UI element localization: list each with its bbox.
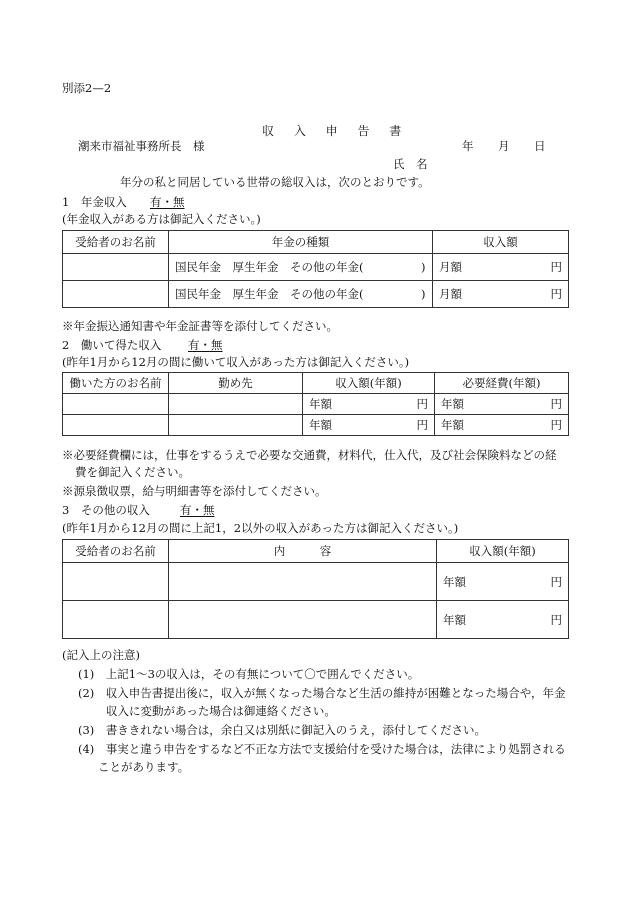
recipient-name-cell[interactable] bbox=[63, 601, 169, 639]
col-header: 収入額(年額) bbox=[437, 540, 569, 563]
expense-cell[interactable] bbox=[435, 394, 569, 415]
col-header: 収入額(年額) bbox=[303, 373, 435, 394]
sec1-sub: (年金収入がある方は御記入ください。) bbox=[62, 212, 261, 226]
amount-label: 月額 bbox=[439, 260, 462, 274]
table-row bbox=[63, 601, 569, 639]
recipient-name-cell[interactable] bbox=[63, 281, 169, 308]
content-cell[interactable] bbox=[169, 601, 437, 639]
table-header-row bbox=[63, 231, 569, 254]
col-header: 収入額 bbox=[433, 231, 569, 254]
col-header: 年金の種類 bbox=[169, 231, 433, 254]
form-title: 収 入 申 告 書 bbox=[262, 124, 410, 138]
yen-label: 円 bbox=[550, 612, 562, 627]
content-cell[interactable] bbox=[169, 563, 437, 601]
date-day-label: 日 bbox=[534, 139, 546, 153]
col-header: 必要経費(年額) bbox=[435, 373, 569, 394]
sec3-sub: (昨年1月から12月の間に上記1，2以外の収入があった方は御記入ください。) bbox=[62, 521, 459, 535]
pension-type-cell[interactable]: 国民年金 厚生年金 その他の年金( ) bbox=[169, 281, 433, 308]
addressee: 潮来市福祉事務所長 様 bbox=[78, 139, 205, 153]
note-2: (2) 収入申告書提出後に，収入が無くなった場合など生活の維持が困難となった場合や，年金 bbox=[78, 686, 566, 700]
yen-label: 円 bbox=[550, 418, 562, 432]
amount-label: 年額 bbox=[309, 418, 332, 432]
note-1: (1) 上記1～3の収入は，その有無について〇で囲んでください。 bbox=[78, 667, 420, 681]
col-header: 受給者のお名前 bbox=[63, 231, 169, 254]
sec1-choice[interactable]: 有・無 bbox=[150, 195, 185, 209]
col-header: 勤め先 bbox=[169, 373, 303, 394]
date-year-label: 年 bbox=[462, 139, 474, 153]
pension-type-cell[interactable]: 国民年金 厚生年金 その他の年金( ) bbox=[169, 254, 433, 281]
income-cell[interactable] bbox=[303, 415, 435, 436]
name-label: 氏 名 bbox=[393, 157, 428, 171]
worker-name-cell[interactable] bbox=[63, 394, 169, 415]
table-row bbox=[63, 563, 569, 601]
notes-heading: (記入上の注意) bbox=[62, 648, 140, 662]
income-cell[interactable] bbox=[303, 394, 435, 415]
intro-text: 年分の私と同居している世帯の総収入は，次のとおりです。 bbox=[120, 175, 430, 189]
table-row bbox=[63, 254, 569, 281]
table-header-row bbox=[63, 373, 569, 394]
sec2-choice[interactable]: 有・無 bbox=[188, 338, 223, 352]
yen-label: 円 bbox=[550, 287, 562, 301]
pension-table bbox=[62, 230, 569, 308]
attachment-label: 別添2—2 bbox=[62, 81, 112, 95]
col-header: 働いた方のお名前 bbox=[63, 373, 169, 394]
col-header: 内 容 bbox=[169, 540, 437, 563]
yen-label: 円 bbox=[550, 260, 562, 274]
amount-label: 年額 bbox=[443, 574, 466, 589]
sec2-note-expenses: ※必要経費欄には，仕事をするうえで必要な交通費，材料代，仕入代，及び社会保険料などの経 bbox=[62, 448, 557, 462]
sec2-heading: 2 働いて得た収入 bbox=[62, 338, 162, 352]
sec2-sub: (昨年1月から12月の間に働いて収入があった方は御記入ください。) bbox=[62, 355, 410, 369]
yen-label: 円 bbox=[416, 418, 428, 432]
sec3-choice[interactable]: 有・無 bbox=[180, 503, 215, 517]
amount-label: 月額 bbox=[439, 287, 462, 301]
income-cell[interactable] bbox=[437, 601, 569, 639]
amount-label: 年額 bbox=[441, 418, 464, 432]
yen-label: 円 bbox=[550, 574, 562, 589]
amount-label: 年額 bbox=[309, 397, 332, 411]
note-3: (3) 書ききれない場合は，余白又は別紙に御記入のうえ，添付してください。 bbox=[78, 723, 486, 737]
recipient-name-cell[interactable] bbox=[63, 563, 169, 601]
sec1-heading: 1 年金収入 bbox=[62, 195, 127, 209]
table-row bbox=[63, 394, 569, 415]
note-4-cont: ことがあります。 bbox=[98, 760, 190, 774]
other-income-table bbox=[62, 539, 569, 639]
amount-cell[interactable] bbox=[433, 254, 569, 281]
sec3-heading: 3 その他の収入 bbox=[62, 503, 150, 517]
yen-label: 円 bbox=[550, 397, 562, 411]
col-header: 受給者のお名前 bbox=[63, 540, 169, 563]
amount-cell[interactable] bbox=[433, 281, 569, 308]
amount-label: 年額 bbox=[443, 612, 466, 627]
yen-label: 円 bbox=[416, 397, 428, 411]
worker-name-cell[interactable] bbox=[63, 415, 169, 436]
work-income-table bbox=[62, 372, 569, 436]
expense-cell[interactable] bbox=[435, 415, 569, 436]
note-4: (4) 事実と違う申告をするなど不正な方法で支援給付を受けた場合は，法律により処罰される bbox=[78, 742, 566, 756]
table-row bbox=[63, 281, 569, 308]
note-2-cont: 収入に変動があった場合は御連絡ください。 bbox=[106, 704, 336, 718]
sec2-note-attach: ※源泉徴収票，給与明細書等を添付してください。 bbox=[62, 484, 327, 498]
amount-label: 年額 bbox=[441, 397, 464, 411]
employer-cell[interactable] bbox=[169, 394, 303, 415]
income-cell[interactable] bbox=[437, 563, 569, 601]
recipient-name-cell[interactable] bbox=[63, 254, 169, 281]
table-row bbox=[63, 415, 569, 436]
sec1-note: ※年金振込通知書や年金証書等を添付してください。 bbox=[62, 319, 338, 333]
table-header-row bbox=[63, 540, 569, 563]
sec2-note-expenses-cont: 費を御記入ください。 bbox=[75, 465, 190, 479]
employer-cell[interactable] bbox=[169, 415, 303, 436]
date-month-label: 月 bbox=[498, 139, 510, 153]
